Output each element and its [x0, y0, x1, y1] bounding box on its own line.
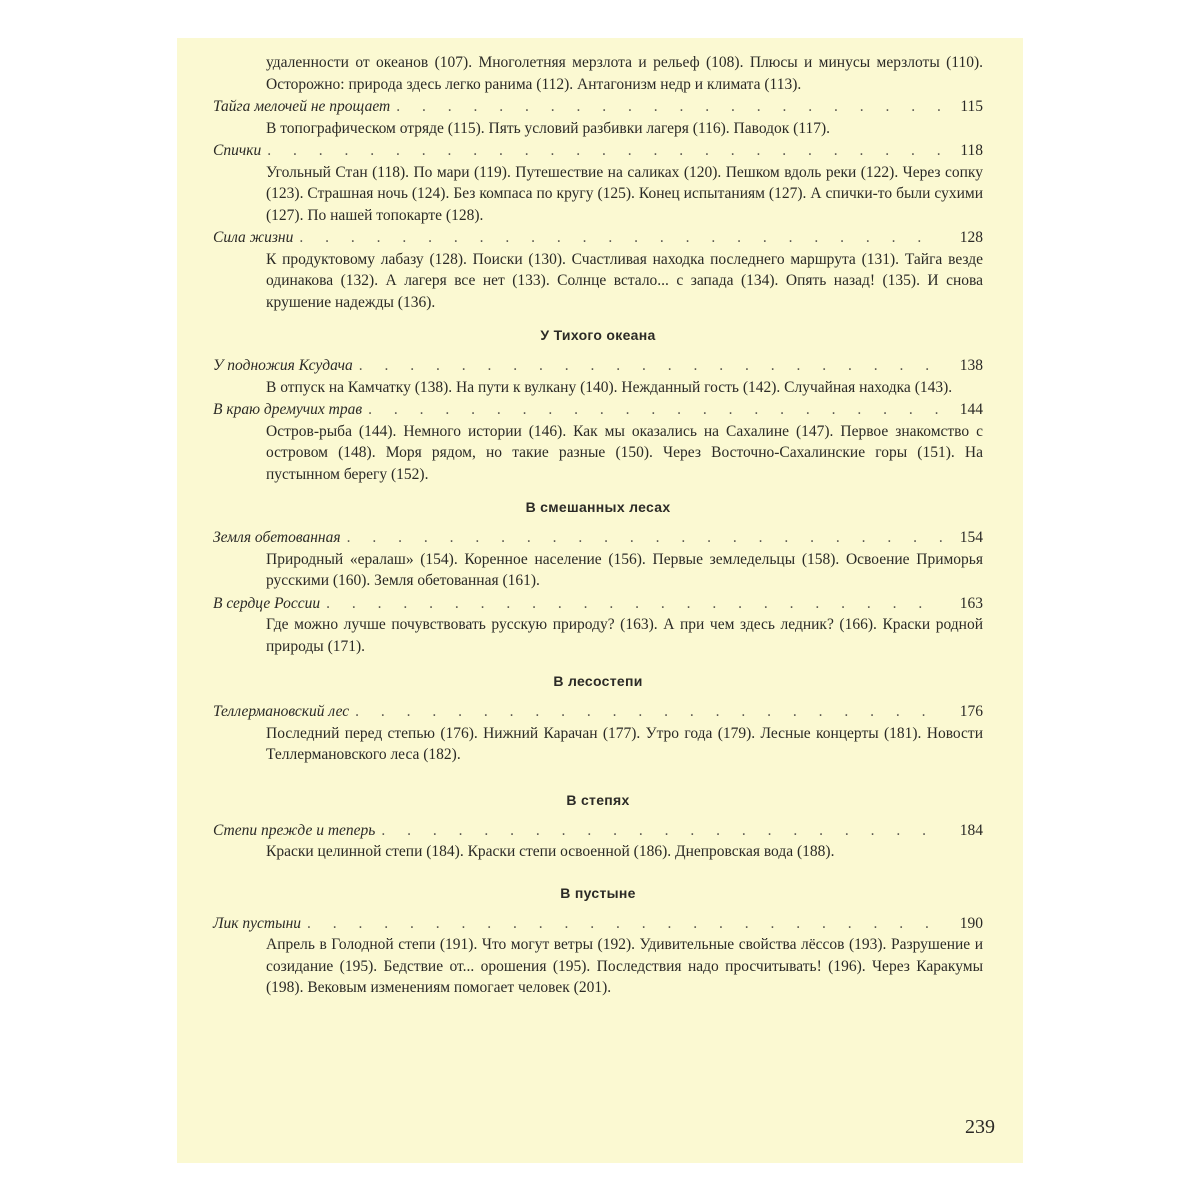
toc-entry — [213, 593, 983, 615]
chapter-page: 118 — [960, 142, 983, 159]
chapter-title: Сила жизни — [213, 229, 294, 246]
chapter-title: Спички — [213, 142, 262, 159]
chapter-title: В сердце России — [213, 594, 321, 612]
section-heading: В пустыне — [560, 884, 636, 901]
chapter-page: 184 — [959, 821, 983, 839]
entry-description: К продуктовому лабазу (128). Поиски (130). Счастливая находка последнего маршрута (131). Тайга везде одинакова (132). А лагеря все нет (133). Солнце встало... с запада (134). Опять назад! (135). И снова крушение надежды (136). — [266, 250, 983, 311]
toc-entry — [213, 913, 983, 935]
entry-description: Угольный Стан (118). По мари (119). Путешествие на саликах (120). Пешком вдоль реки (122). Через сопку (123). Страшная ночь (124). Без компаса по кругу (125). Конец испытаниям (127). А спички-то были сухими (127). По нашей топокарте (128). — [266, 163, 983, 224]
chapter-title: Степи прежде и теперь — [213, 821, 376, 839]
entry-group — [213, 820, 983, 863]
dot-leader — [307, 913, 943, 935]
dot-leader — [368, 399, 943, 421]
entry-description: Природный «ералаш» (154). Коренное население (156). Первые земледельцы (158). Освоение Приморья русскими (160). Земля обетованная (161). — [266, 550, 983, 589]
dot-leader — [355, 701, 943, 723]
section-heading: В смешанных лесах — [525, 499, 671, 515]
dot-leader — [326, 593, 943, 615]
toc-entry — [213, 399, 983, 421]
entry-description: Апрель в Голодной степи (191). Что могут ветры (192). Удивительные свойства лёссов (193). Разрушение и созидание (195). Бедствие от... орошения (195). Последствия надо просчитывать! (196). Через Каракумы (198). Вековым изменениям помогает человек (201). — [266, 936, 983, 996]
toc-entry — [213, 227, 983, 249]
section-heading: У Тихого океана — [540, 327, 656, 343]
section-heading: В лесостепи — [553, 673, 643, 689]
chapter-page: 138 — [959, 357, 983, 374]
dot-leader — [381, 820, 943, 842]
dot-leader — [267, 140, 943, 162]
entry-description: В отпуск на Камчатку (138). На пути к вулкану (140). Нежданный гость (142). Случайная находка (143). — [266, 378, 953, 396]
chapter-page: 176 — [959, 703, 983, 720]
chapter-title: Земля обетованная — [213, 529, 341, 546]
chapter-title: У подножия Ксудача — [213, 357, 353, 374]
chapter-page: 144 — [959, 401, 983, 418]
entry-group — [213, 527, 983, 657]
toc-entry — [213, 820, 983, 842]
entry-description: Последний перед степью (176). Нижний Карачан (177). Утро года (179). Лесные концерты (181). Новости Теллермановского леса (182). — [266, 724, 983, 763]
dot-leader — [359, 355, 943, 377]
chapter-title: В краю дремучих трав — [213, 401, 363, 418]
chapter-title: Тайга мелочей не прощает — [213, 98, 391, 115]
entry-group — [213, 701, 983, 766]
toc-entry — [213, 140, 983, 162]
entry-group — [213, 355, 983, 485]
page-number: 239 — [965, 1116, 995, 1138]
dot-leader — [347, 527, 943, 549]
entry-description: Остров-рыба (144). Немного истории (146). Как мы оказались на Сахалине (147). Первое знакомство с островом (148). Моря рядом, но такие разные (150). Через Восточно-Сахалинские горы (151). На пустынном берегу (152). — [266, 422, 983, 483]
entry-description: Краски целинной степи (184). Краски степи освоенной (186). Днепровская вода (188). — [266, 843, 835, 860]
dot-leader — [396, 96, 943, 118]
entry-description: В топографическом отряде (115). Пять условий разбивки лагеря (116). Паводок (117). — [266, 119, 831, 137]
toc-entry — [213, 701, 983, 723]
entry-group — [213, 913, 983, 999]
toc-entry — [213, 96, 983, 118]
entry-description: Где можно лучше почувствовать русскую природу? (163). А при чем здесь ледник? (166). Краски родной природы (171). — [266, 616, 983, 655]
chapter-page: 163 — [959, 594, 983, 612]
dot-leader — [299, 227, 943, 249]
chapter-page: 154 — [959, 529, 983, 546]
chapter-page: 190 — [959, 914, 983, 932]
toc-entry — [213, 355, 983, 377]
section-heading: В степях — [566, 791, 630, 808]
entry-description: удаленности от океанов (107). Многолетняя мерзлота и рельеф (108). Плюсы и минусы мерзлоты (110). Осторожно: природа здесь легко ранима (112). Антагонизм недр и климата (113). — [266, 54, 983, 93]
entry-group — [213, 96, 983, 313]
table-of-contents — [213, 52, 983, 999]
chapter-page: 128 — [959, 229, 983, 246]
toc-entry — [213, 527, 983, 549]
chapter-page: 115 — [960, 98, 983, 115]
book-page — [177, 38, 1023, 1163]
chapter-title: Лик пустыни — [213, 914, 302, 932]
chapter-title: Теллермановский лес — [213, 703, 350, 720]
